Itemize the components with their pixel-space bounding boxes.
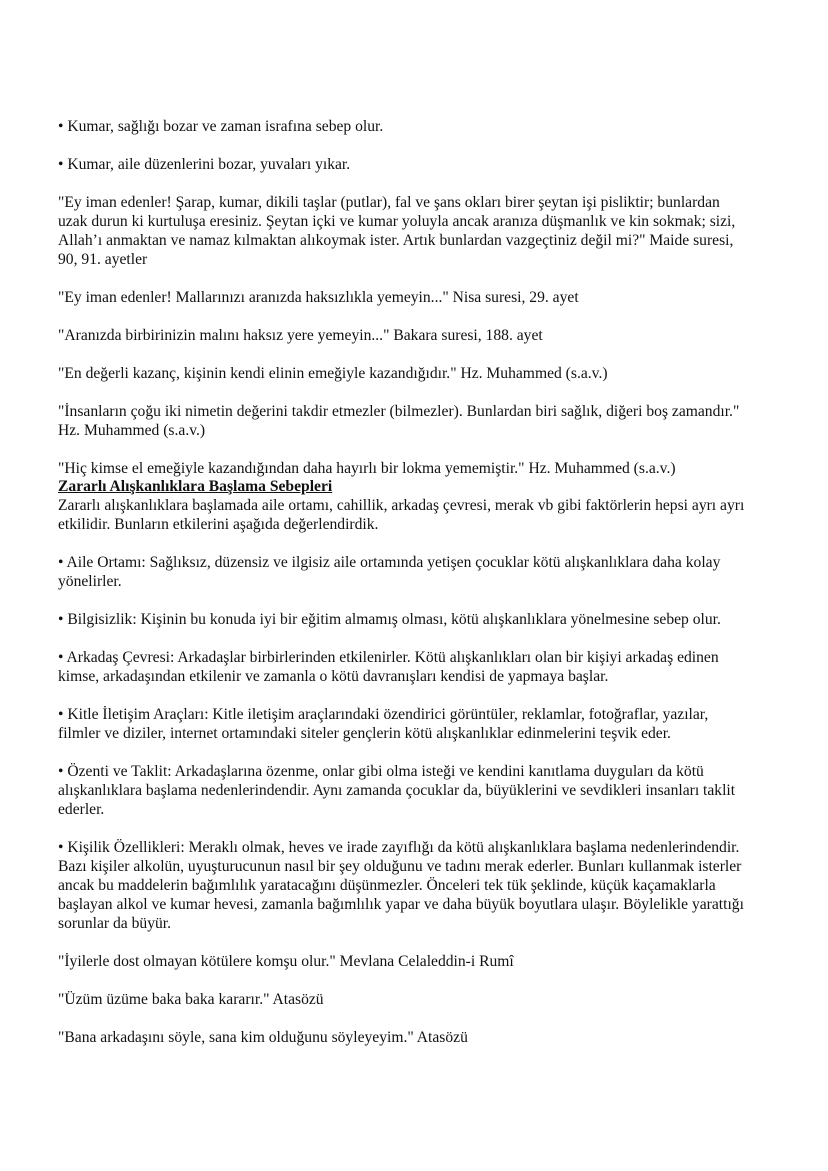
quote-maide: "Ey iman edenler! Şarap, kumar, dikili taşlar (putlar), fal ve şans okları birer şeytan işi pisliktir; bunlardan uzak durun ki kurtuluşa eresiniz. Şeytan içki ve kumar yoluyla ancak aranıza düşmanlık ve kin sokmak; sizi, Allah’ı anmaktan ve namaz kılmaktan alıkoymak ister. Artık bunlardan vazgeçtiniz değil mi?" Maide suresi, 90, 91. ayetler	[58, 194, 736, 268]
section-heading: Zararlı Alışkanlıklara Başlama Sebepleri	[58, 478, 333, 495]
hadith-earning: "En değerli kazanç, kişinin kendi elinin emeğiyle kazandığıdır." Hz. Muhammed (s.a.v.)	[58, 365, 608, 382]
hadith-two-blessings: "İnsanların çoğu iki nimetin değerini takdir etmezler (bilmezler). Bunlardan biri sağlık, diğeri boş zamandır." Hz. Muhammed (s.a.v.)	[58, 403, 740, 439]
proverb-grapes: "Üzüm üzüme baka baka kararır." Atasözü	[58, 991, 324, 1008]
bullet-gambling-health: • Kumar, sağlığı bozar ve zaman israfına sebep olur.	[58, 118, 384, 135]
hadith-handwork: "Hiç kimse el emeğiyle kazandığından daha hayırlı bir lokma yememiştir." Hz. Muhammed (s.a.v.)	[58, 460, 676, 477]
item-imitation: • Özenti ve Taklit: Arkadaşlarına özenme, onlar gibi olma isteği ve kendini kanıtlama duyguları da kötü alışkanlıklara başlama nedenlerindendir. Aynı zamanda çocuklar da, büyüklerini ve sevdikleri insanları taklit ederler.	[58, 763, 736, 818]
proverb-friend: "Bana arkadaşını söyle, sana kim olduğunu söyleyeyim." Atasözü	[58, 1029, 468, 1046]
item-ignorance: • Bilgisizlik: Kişinin bu konuda iyi bir eğitim almamış olması, kötü alışkanlıklara yönelmesine sebep olur.	[58, 611, 721, 628]
item-mass-media: • Kitle İletişim Araçları: Kitle iletişim araçlarındaki özendirici görüntüler, reklamlar, fotoğraflar, yazılar, filmler ve diziler, internet ortamındaki siteler gençlerin kötü alışkanlıklar edinmelerini teşvik eder.	[58, 706, 709, 742]
quote-nisa: "Ey iman edenler! Mallarınızı aranızda haksızlıkla yemeyin..." Nisa suresi, 29. ayet	[58, 289, 579, 306]
quote-bakara: "Aranızda birbirinizin malını haksız yere yemeyin..." Bakara suresi, 188. ayet	[58, 327, 543, 344]
document-page	[58, 117, 748, 1066]
quote-mevlana: "İyilerle dost olmayan kötülere komşu olur." Mevlana Celaleddin-i Rumî	[58, 953, 514, 970]
item-family-environment: • Aile Ortamı: Sağlıksız, düzensiz ve ilgisiz aile ortamında yetişen çocuklar kötü alışkanlıklara daha kolay yönelirler.	[58, 554, 721, 590]
item-friend-circle: • Arkadaş Çevresi: Arkadaşlar birbirlerinden etkilenirler. Kötü alışkanlıkları olan bir kişiyi arkadaş edinen kimse, arkadaşından etkilenir ve zamanla o kötü davranışları kendisi de yapmaya başlar.	[58, 649, 719, 685]
section-intro: Zararlı alışkanlıklara başlamada aile ortamı, cahillik, arkadaş çevresi, merak vb gibi faktörlerin hepsi ayrı ayrı etkilidir. Bunların etkilerini aşağıda değerlendirdik.	[58, 497, 745, 533]
item-personality: • Kişilik Özellikleri: Meraklı olmak, heves ve irade zayıflığı da kötü alışkanlıklara başlama nedenlerindendir. Bazı kişiler alkolün, uyuşturucunun nasıl bir şey olduğunu ve tadını merak ederler. Bunları kullanmak isterler ancak bu maddelerin bağımlılık yaratacağını düşünmezler. Önceleri tek tük şeklinde, küçük kaçamaklarla başlayan alkol ve kumar hevesi, zamanla bağımlılık yapar ve daha büyük boyutlara ulaşır. Böylelikle yarattığı sorunlar da büyür.	[58, 839, 744, 932]
bullet-gambling-family: • Kumar, aile düzenlerini bozar, yuvaları yıkar.	[58, 156, 351, 173]
